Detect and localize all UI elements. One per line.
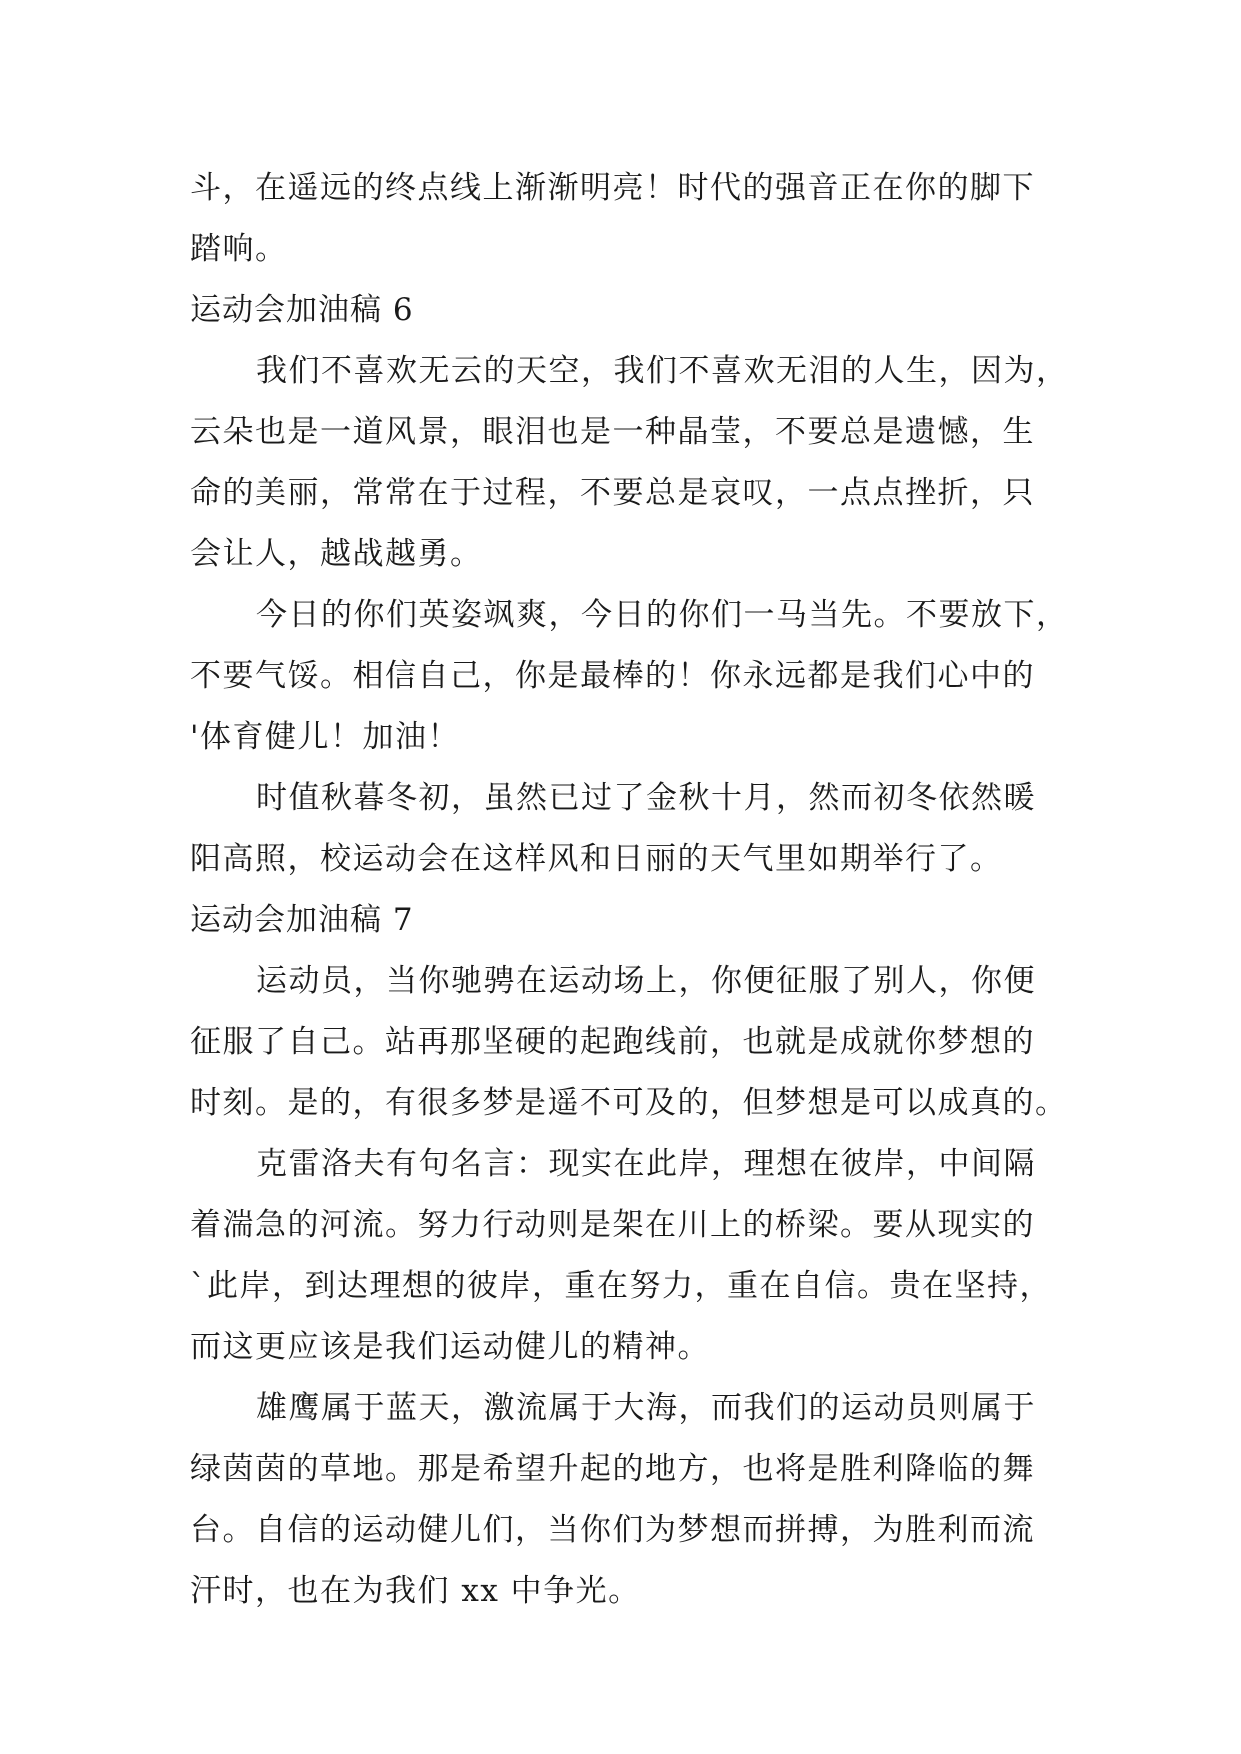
- text-line: 台。自信的运动健儿们，当你们为梦想而拼搏，为胜利而流: [190, 1512, 1035, 1548]
- paragraph-first-line: 时值秋暮冬初，虽然已过了金秋十月，然而初冬依然暖: [256, 780, 1036, 816]
- paragraph-first-line: 运动员，当你驰骋在运动场上，你便征服了别人，你便: [256, 963, 1036, 999]
- text-line: 踏响。: [190, 231, 288, 267]
- text-line: 着湍急的河流。努力行动则是架在川上的桥梁。要从现实的: [190, 1207, 1035, 1243]
- section-heading: 运动会加油稿 6: [190, 292, 414, 328]
- paragraph-first-line: 我们不喜欢无云的天空，我们不喜欢无泪的人生，因为，: [256, 353, 1069, 389]
- text-line: 绿茵茵的草地。那是希望升起的地方，也将是胜利降临的舞: [190, 1451, 1035, 1487]
- document-page: [190, 158, 1070, 1622]
- paragraph-first-line: 今日的你们英姿飒爽，今日的你们一马当先。不要放下，: [256, 597, 1069, 633]
- text-line: 阳高照，校运动会在这样风和日丽的天气里如期举行了。: [190, 841, 1003, 877]
- text-line: 云朵也是一道风景，眼泪也是一种晶莹，不要总是遗憾，生: [190, 414, 1035, 450]
- text-line: 时刻。是的，有很多梦是遥不可及的，但梦想是可以成真的。: [190, 1085, 1068, 1121]
- text-line: '体育健儿！加油！: [190, 719, 461, 755]
- text-line: 会让人，越战越勇。: [190, 536, 483, 572]
- text-line: 汗时，也在为我们 xx 中争光。: [190, 1573, 641, 1609]
- text-line: `此岸，到达理想的彼岸，重在努力，重在自信。贵在坚持，: [190, 1268, 1052, 1304]
- text-line: 命的美丽，常常在于过程，不要总是哀叹，一点点挫折，只: [190, 475, 1035, 511]
- text-line: 不要气馁。相信自己，你是最棒的！你永远都是我们心中的: [190, 658, 1035, 694]
- text-line: 斗，在遥远的终点线上渐渐明亮！时代的强音正在你的脚下: [190, 170, 1035, 206]
- section-heading: 运动会加油稿 7: [190, 902, 414, 938]
- text-line: 征服了自己。站再那坚硬的起跑线前，也就是成就你梦想的: [190, 1024, 1035, 1060]
- paragraph-first-line: 克雷洛夫有句名言：现实在此岸，理想在彼岸，中间隔: [256, 1146, 1036, 1182]
- paragraph-first-line: 雄鹰属于蓝天，激流属于大海，而我们的运动员则属于: [256, 1390, 1036, 1426]
- text-line: 而这更应该是我们运动健儿的精神。: [190, 1329, 710, 1365]
